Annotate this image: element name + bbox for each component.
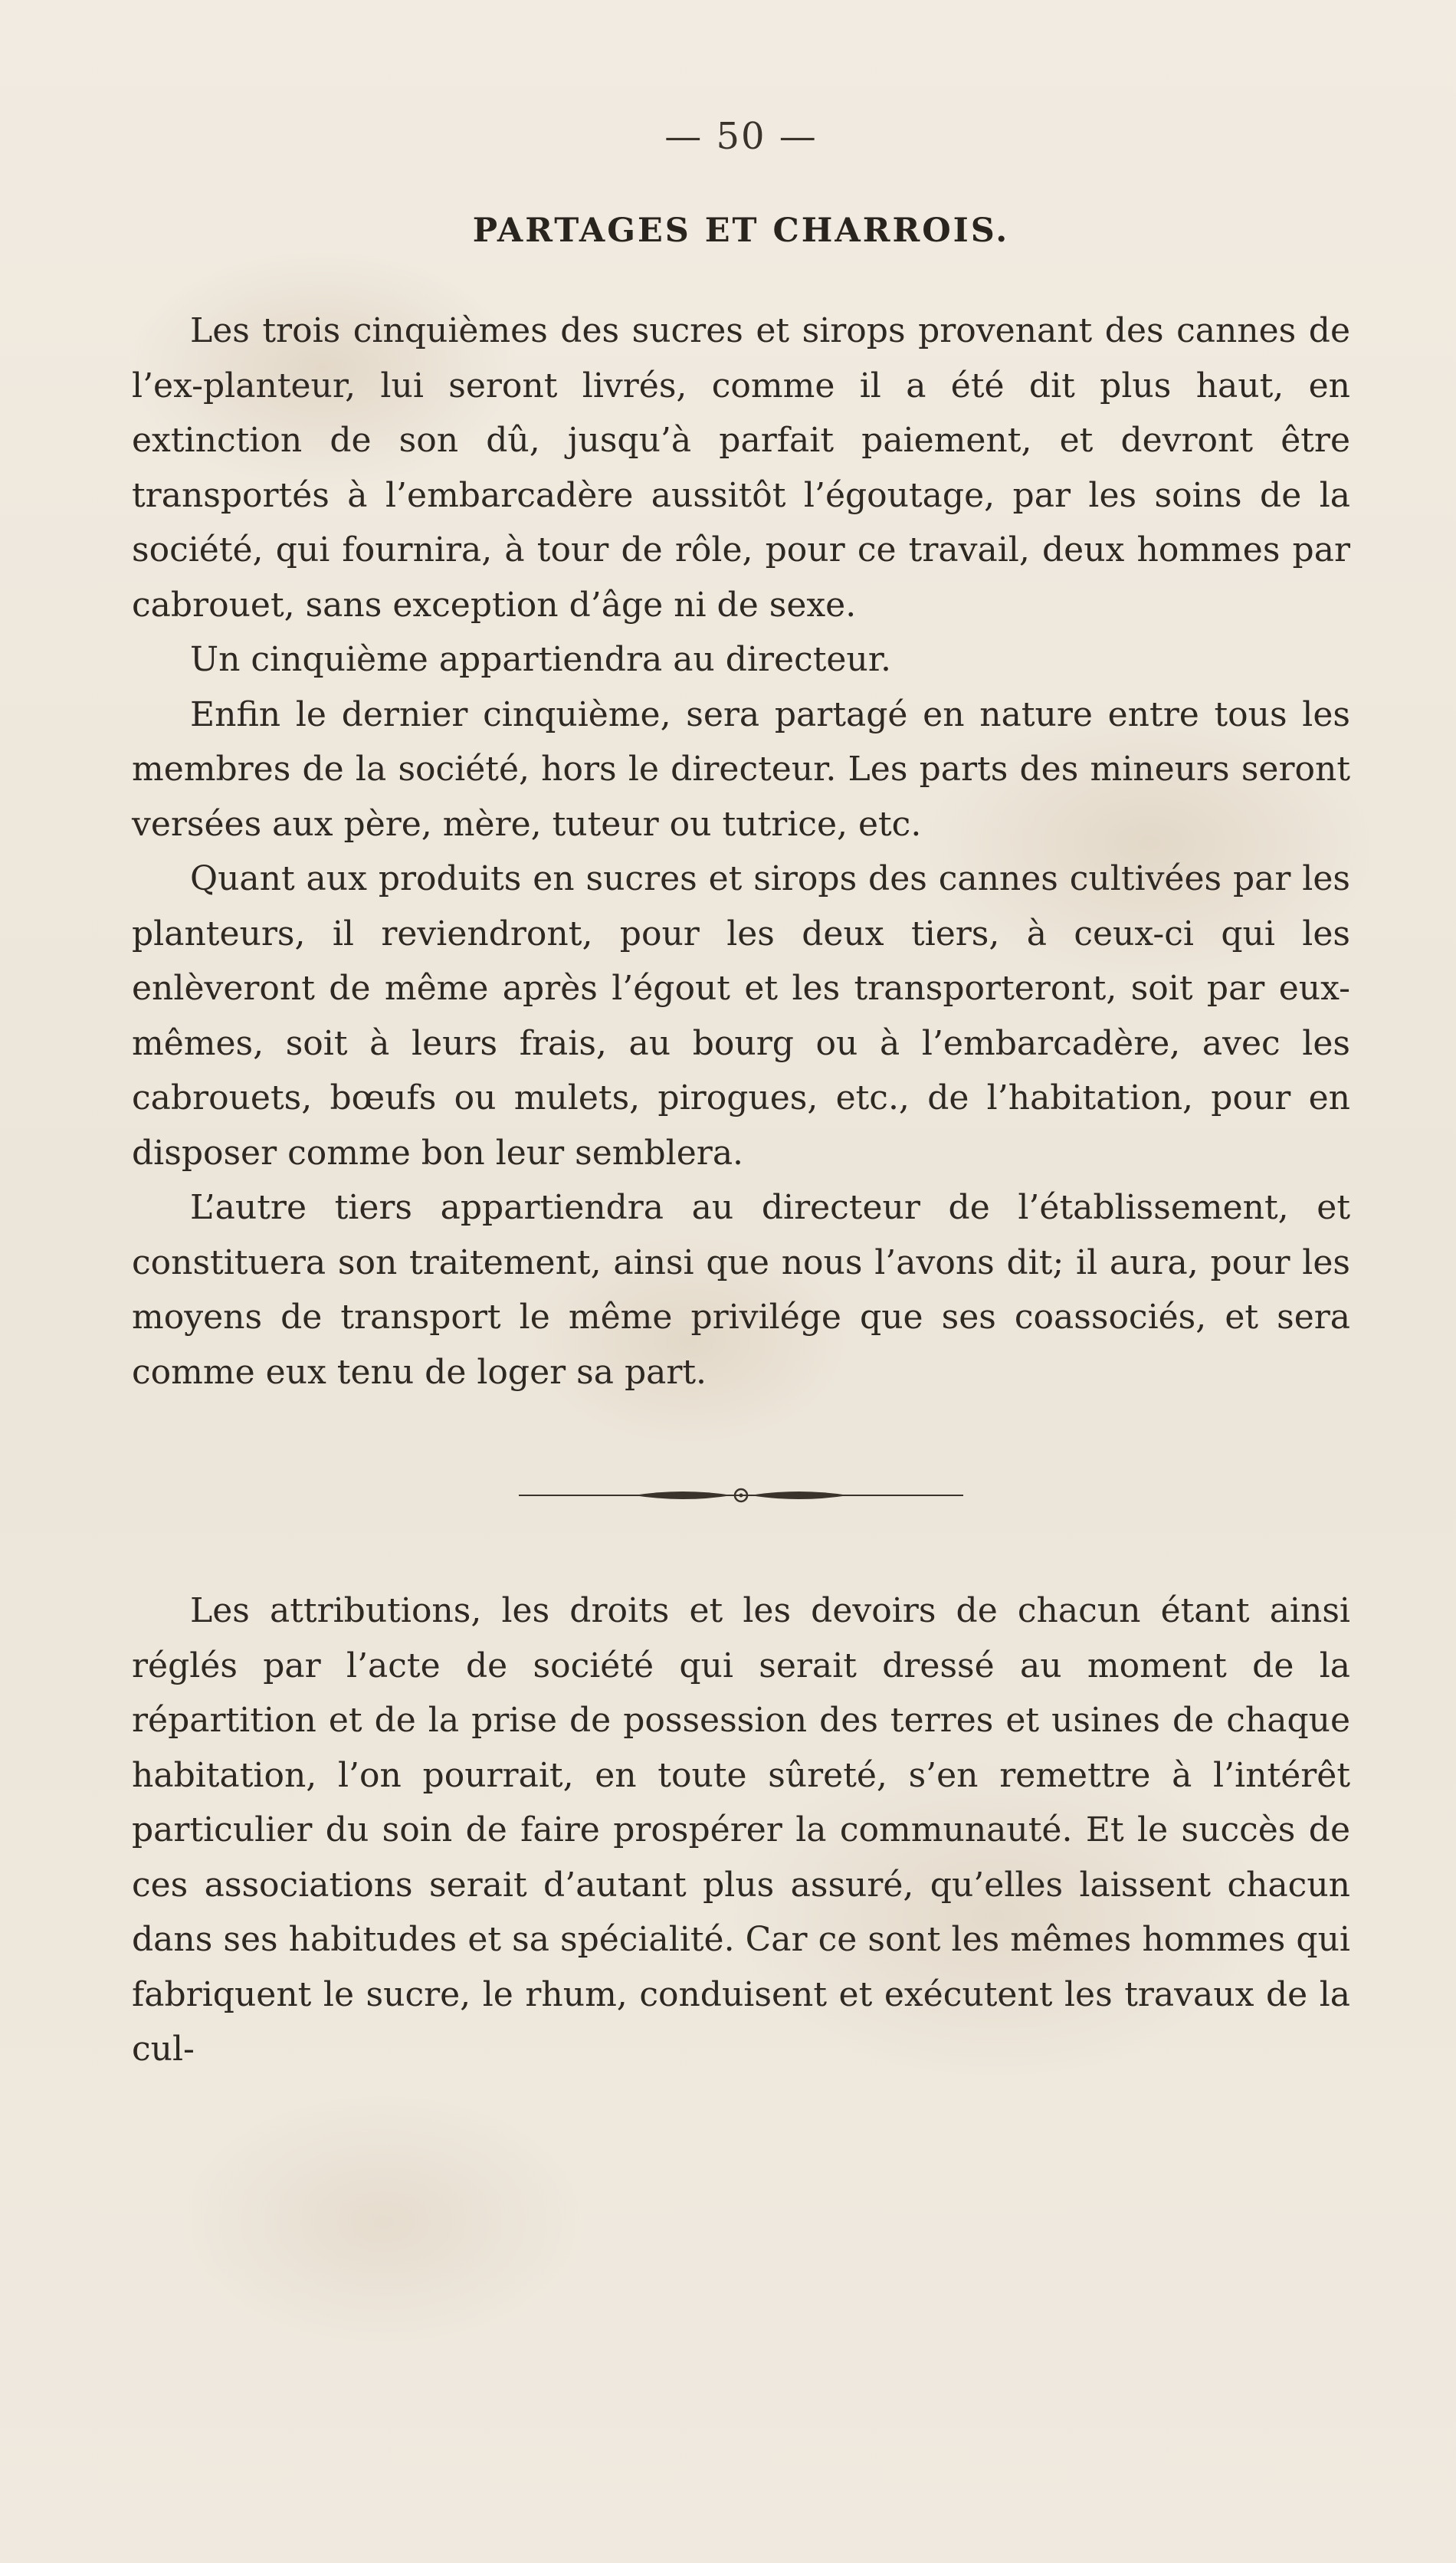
paragraph-sucres-ex-planteur: Les trois cinquièmes des sucres et sirops provenant des cannes de l’ex-planteur, lui seront livrés, comme il a été dit plus haut, en extinction de son dû, jusqu’à parfait paiement, et devront être transportés à l’embarcadère aussitôt l’égoutage, par les soins de la société, qui fournira, à tour de rôle, pour ce travail, deux hommes par cabrouet, sans exception d’âge ni de sexe. [132, 311, 1350, 625]
divider-ornament-icon [519, 1484, 963, 1507]
paragraph-produits-planteurs: Quant aux produits en sucres et sirops des cannes cultivées par les planteurs, il reviendront, pour les deux tiers, à ceux-ci qui les enlèveront de même après l’égout et les transporteront, soit par eux-mêmes, soit à leurs frais, au bourg ou à l’embarcadère, avec les cabrouets, bœufs ou mulets, pirogues, etc., de l’habitation, pour en disposer comme bon leur semblera. [132, 859, 1350, 1173]
page-number: — 50 — [664, 115, 818, 158]
paragraph-cinquieme-directeur: Un cinquième appartiendra au directeur. [190, 640, 891, 679]
paragraph-attributions: Les attributions, les droits et les devoirs de chacun étant ainsi réglés par l’acte de société qui serait dressé au moment de la répartition et de la prise de possession des terres et usines de chaque habitation, l’on pourrait, en toute sûreté, s’en remettre à l’intérêt particulier du soin de faire prospérer la communauté. Et le succès de ces associations serait d’autant plus assuré, qu’elles laissent chacun dans ses habitudes et sa spécialité. Car ce sont les mêmes hommes qui fabriquent le sucre, le rhum, conduisent et exécutent les travaux de la cul- [132, 1591, 1350, 2069]
paragraph-autre-tiers: L’autre tiers appartiendra au directeur de l’établissement, et constituera son traitement, ainsi que nous l’avons dit; il aura, pour les moyens de transport le même privilége que ses coassociés, et sera comme eux tenu de loger sa part. [132, 1188, 1350, 1392]
section-title: PARTAGES ET CHARROIS. [472, 212, 1010, 250]
page-content [132, 115, 1350, 2077]
paragraph-dernier-cinquieme: Enfin le dernier cinquième, sera partagé en nature entre tous les membres de la société, hors le directeur. Les parts des mineurs seront versées aux père, mère, tuteur ou tutrice, etc. [132, 694, 1350, 844]
